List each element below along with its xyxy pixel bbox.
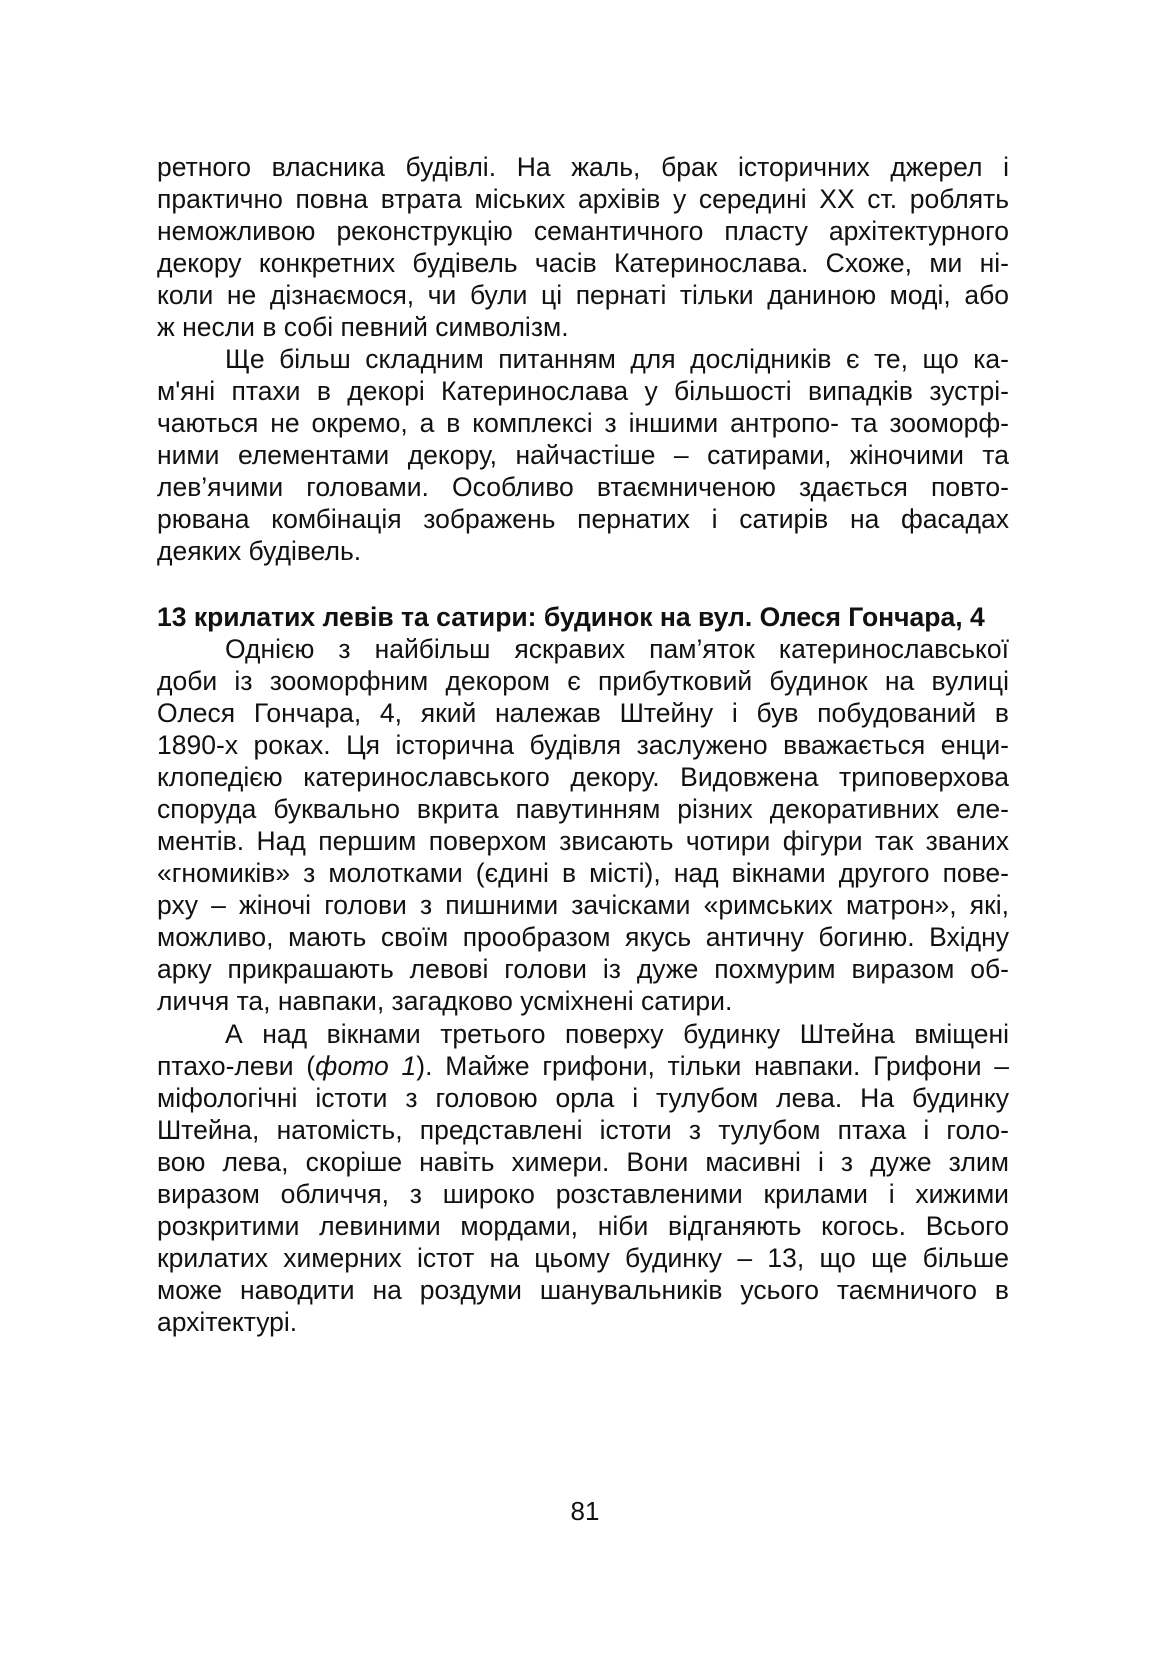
- text-line: декору конкретних будівель часів Катеринослава. Схоже, ми ні-: [157, 248, 1009, 278]
- text-line: міфологічні істоти з головою орла і тулубом лева. На будинку: [157, 1083, 1009, 1113]
- text-line: практично повна втрата міських архівів у середині ХХ ст. роблять: [157, 184, 1009, 214]
- text-line: ними елементами декору, найчастіше – сатирами, жіночими та: [157, 440, 1009, 470]
- text-line: личчя та, навпаки, загадково усміхнені сатири.: [157, 986, 733, 1016]
- text-line: лев’ячими головами. Особливо втаємниченою здається повто-: [157, 472, 1009, 502]
- text-line: можливо, мають своїм прообразом якусь античну богиню. Вхідну: [157, 922, 1009, 952]
- paragraph-1: [157, 151, 1009, 343]
- text-line: розкритими левиними мордами, ніби відганяють когось. Всього: [157, 1211, 1009, 1241]
- text-line: Олеся Гончара, 4, який належав Штейну і був побудований в: [157, 698, 1009, 728]
- text-run: птахо-леви (: [157, 1051, 316, 1081]
- text-line: м'яні птахи в декорі Катеринослава у більшості випадків зустрі-: [157, 376, 1009, 406]
- text-line: Ще більш складним питанням для дослідників є те, що ка-: [225, 344, 1009, 374]
- text-line: може наводити на роздуми шанувальників усього таємничого в: [157, 1275, 1009, 1305]
- text-line: арку прикрашають левові голови із дуже похмурим виразом об-: [157, 954, 1009, 984]
- text-line: ж несли в собі певний символізм.: [157, 312, 569, 342]
- text-run: ). Майже грифони, тільки навпаки. Грифони –: [416, 1051, 1010, 1081]
- text-line: клопедією катеринославського декору. Видовжена триповерхова: [157, 762, 1009, 792]
- text-line: крилатих химерних істот на цьому будинку – 13, що ще більше: [157, 1243, 1009, 1273]
- text-line: рювана комбінація зображень пернатих і сатирів на фасадах: [157, 504, 1009, 534]
- text-line: чаються не окремо, а в комплексі з іншими антропо- та зооморф-: [157, 408, 1009, 438]
- text-line: [157, 1050, 1009, 1082]
- page-number: 81: [570, 1496, 600, 1526]
- text-line: виразом обличчя, з широко розставленими крилами і хижими: [157, 1179, 1009, 1209]
- text-line: 1890-х роках. Ця історична будівля заслужено вважається енци-: [157, 730, 1009, 760]
- photo-reference: фото 1: [315, 1051, 417, 1081]
- text-line: «гномиків» з молотками (єдині в місті), над вікнами другого пове-: [157, 858, 1009, 888]
- text-line: архітектурі.: [157, 1307, 298, 1337]
- text-line: вою лева, скоріше навіть химери. Вони масивні і з дуже злим: [157, 1147, 1009, 1177]
- text-line: Штейна, натомість, представлені істоти з тулубом птаха і голо-: [157, 1115, 1009, 1145]
- text-line: неможливою реконструкцію семантичного пласту архітектурного: [157, 216, 1009, 246]
- text-line: ретного власника будівлі. На жаль, брак історичних джерел і: [157, 152, 1009, 182]
- text-line: рху – жіночі голови з пишними зачісками «римських матрон», які,: [157, 890, 1009, 920]
- paragraph-2: [157, 343, 1009, 567]
- section-heading: 13 крилатих левів та сатири: будинок на вул. Олеся Гончара, 4: [157, 602, 985, 632]
- text-line: Однією з найбільш яскравих пам’яток катеринославської: [225, 634, 1009, 664]
- text-line: деяких будівель.: [157, 536, 362, 566]
- text-line: споруда буквально вкрита павутинням різних декоративних еле-: [157, 794, 1009, 824]
- text-line: ментів. Над першим поверхом звисають чотири фігури так званих: [157, 826, 1009, 856]
- text-line: доби із зооморфним декором є прибутковий будинок на вулиці: [157, 666, 1009, 696]
- paragraph-3: [157, 633, 1009, 1017]
- paragraph-4: [157, 1018, 1009, 1338]
- text-line: А над вікнами третього поверху будинку Штейна вміщені: [225, 1019, 1009, 1049]
- text-line: коли не дізнаємося, чи були ці пернаті тільки даниною моді, або: [157, 280, 1009, 310]
